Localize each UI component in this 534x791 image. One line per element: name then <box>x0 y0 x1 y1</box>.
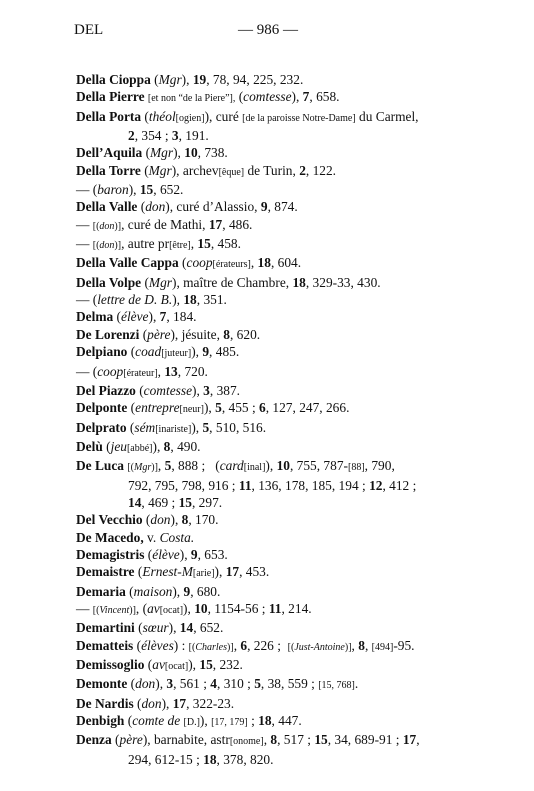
page-number: — 986 — <box>238 22 298 38</box>
index-entry: — [(don)], autre pr[être], 15, 458. <box>76 236 241 252</box>
index-entry: Dell’Aquila (Mgr), 10, 738. <box>76 145 228 161</box>
index-entry: Della Volpe (Mgr), maître de Chambre, 18, 329-33, 430. <box>76 274 381 290</box>
index-entry: — [(Vincent)], (av[ocat]), 10, 1154-56 ; 11, 214. <box>76 600 312 616</box>
index-entries <box>76 71 468 768</box>
index-entry: Delpiano (coad[juteur]), 9, 485. <box>76 344 240 360</box>
index-entry: Denbigh (comte de [D.]), [17, 179] ; 18, 447. <box>76 713 302 729</box>
index-entry: Demonte (don), 3, 561 ; 4, 310 ; 5, 38, 559 ; [15, 768]. <box>76 676 359 692</box>
index-entry: Delma (élève), 7, 184. <box>76 309 197 325</box>
index-entry-continuation: 294, 612-15 ; 18, 378, 820. <box>128 751 274 767</box>
index-entry: De Luca [(Mgr)], 5, 888 ; (card[inal]), 10, 755, 787-[88], 790, <box>76 458 395 474</box>
index-entry: Demaria (maison), 9, 680. <box>76 583 221 599</box>
index-entry: De Macedo, v. Costa. <box>76 529 195 545</box>
index-entry: De Lorenzi (père), jésuite, 8, 620. <box>76 326 261 342</box>
index-entry: Demartini (sœur), 14, 652. <box>76 620 224 636</box>
running-head <box>74 22 462 42</box>
index-entry: Della Torre (Mgr), archev[êque] de Turin, 2, 122. <box>76 162 337 178</box>
index-entry-continuation: 2, 354 ; 3, 191. <box>128 128 209 144</box>
index-entry: — (lettre de D. B.), 18, 351. <box>76 292 227 308</box>
index-entry: Della Valle (don), curé d’Alassio, 9, 874. <box>76 199 298 215</box>
index-entry: Del Vecchio (don), 8, 170. <box>76 512 219 528</box>
index-entry: Demagistris (élève), 9, 653. <box>76 546 228 562</box>
index-entry: Delprato (sém[inariste]), 5, 510, 516. <box>76 419 267 435</box>
index-entry: Della Valle Cappa (coop[érateurs], 18, 604. <box>76 255 302 271</box>
index-entry: Demaistre (Ernest-M[arie]), 17, 453. <box>76 564 270 580</box>
index-entry-continuation: 792, 795, 798, 916 ; 11, 136, 178, 185, 194 ; 12, 412 ; <box>128 477 417 493</box>
index-entry-continuation: 14, 469 ; 15, 297. <box>128 494 223 510</box>
index-entry: — [(don)], curé de Mathi, 17, 486. <box>76 216 253 232</box>
running-head-section: DEL <box>74 22 104 38</box>
index-entry: — (coop[érateur], 13, 720. <box>76 363 208 379</box>
index-entry: Demissoglio (av[ocat]), 15, 232. <box>76 657 243 672</box>
index-entry: Delponte (entrepre[neur]), 5, 455 ; 6, 127, 247, 266. <box>76 400 350 416</box>
index-entry: Delù (jeu[abbé]), 8, 490. <box>76 438 201 454</box>
index-entry: Della Porta (théol[ogien]), curé [de la paroisse Notre-Dame] du Carmel, <box>76 108 419 124</box>
index-entry: Dematteis (élèves) : [(Charles)], 6, 226 ; [(Just-Antoine)], 8, [494]-95. <box>76 637 415 653</box>
index-entry: Della Pierre [et non “de la Piere”], (comtesse), 7, 658. <box>76 89 340 105</box>
index-entry: — (baron), 15, 652. <box>76 182 184 198</box>
index-entry: Della Cioppa (Mgr), 19, 78, 94, 225, 232. <box>76 72 304 87</box>
index-entry: De Nardis (don), 17, 322-23. <box>76 695 235 711</box>
index-entry: Del Piazzo (comtesse), 3, 387. <box>76 382 241 398</box>
index-entry: Denza (père), barnabite, astr[onome], 8, 517 ; 15, 34, 689-91 ; 17, <box>76 732 420 748</box>
